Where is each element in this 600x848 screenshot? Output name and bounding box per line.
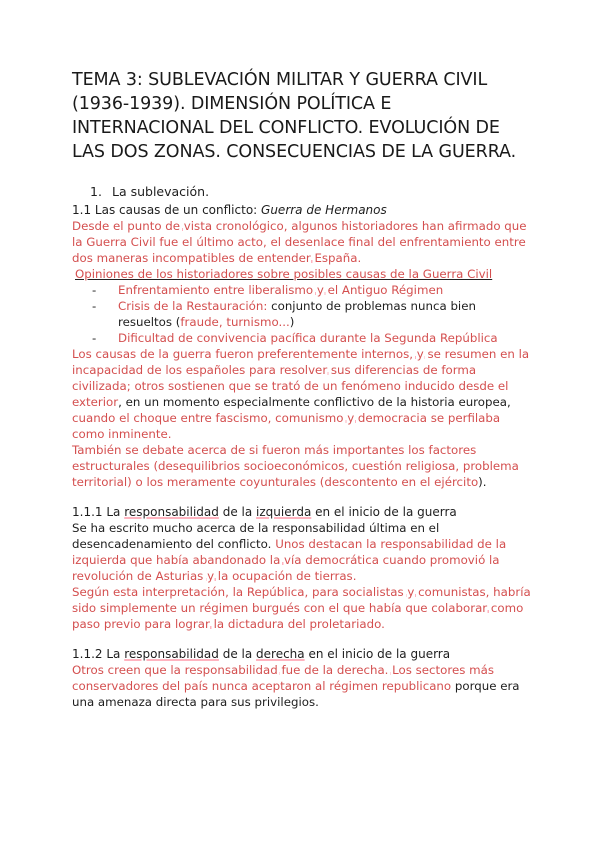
plain-text: Se ha escrito mucho acerca de la responsabilidad última en el desencadenamiento del conflicto. bbox=[72, 521, 440, 551]
spacer bbox=[72, 490, 532, 504]
heading-text: 1.1.1 La bbox=[72, 505, 125, 519]
red-text: También se debate acerca de si fueron más importantes los factores estructurales (desequilibrios socioeconómicos, cuestión religiosa, problema territorial) o los meramente coyunturales (descontento en el ejército bbox=[72, 443, 519, 489]
paragraph bbox=[72, 346, 532, 442]
underlined-text: izquierda bbox=[256, 505, 312, 519]
underlined-text: responsabilidad bbox=[124, 647, 219, 661]
document-page bbox=[72, 68, 532, 710]
subsection-heading-text: 1.1 Las causas de un conflicto: bbox=[72, 203, 258, 217]
heading-text: 1.1.2 La bbox=[72, 647, 125, 661]
heading-text: de la bbox=[218, 505, 257, 519]
highlighted-text: Según esta interpretación, la República, para socialistas y comunistas, habría sido simplemente un régimen burgués con el que había que colaborar como paso previo para lograr la dictadura del proletariado. bbox=[72, 585, 531, 631]
paragraph bbox=[72, 584, 532, 632]
highlighted-text: Los causas de la guerra fueron preferentemente internos, y se resumen en la incapacidad de los españoles para resolver sus diferencias de forma civilizada; otros sostienen que se trató de un fenómeno inducido desde el exterior bbox=[72, 347, 530, 409]
paragraph bbox=[72, 520, 532, 584]
highlighted-text: fraude, turnismo... bbox=[180, 315, 290, 329]
section-number: 1. bbox=[90, 184, 102, 199]
plain-text: , en un momento especialmente conflictivo de la historia europea, bbox=[118, 395, 511, 409]
section-heading-1 bbox=[90, 184, 532, 199]
heading-text: en el inicio de la guerra bbox=[304, 647, 451, 661]
subsection-heading-1-1-2 bbox=[72, 646, 532, 662]
causes-list bbox=[72, 282, 532, 346]
paragraph bbox=[72, 662, 532, 710]
underlined-text: responsabilidad bbox=[124, 505, 219, 519]
subsection-heading-1-1-1 bbox=[72, 504, 532, 520]
highlighted-text: cuando el choque entre fascismo, comunismo y democracia se perfilaba como inminente. bbox=[72, 411, 501, 441]
subsection-heading-italic: Guerra de Hermanos bbox=[261, 203, 387, 217]
highlighted-text: Unos destacan la responsabilidad de la izquierda que había abandonado la vía democrática cuando promovió la revolución de Asturias y la ocupación de tierras. bbox=[72, 537, 507, 583]
plain-text: ) bbox=[289, 315, 295, 329]
heading-text: de la bbox=[218, 647, 257, 661]
page-title: TEMA 3: SUBLEVACIÓN MILITAR Y GUERRA CIVIL (1936-1939). DIMENSIÓN POLÍTICA E INTERNACIONAL DEL CONFLICTO. EVOLUCIÓN DE LAS DOS ZONAS. CONSECUENCIAS DE LA GUERRA. bbox=[72, 70, 517, 162]
paragraph bbox=[72, 442, 532, 490]
plain-text: conjunto de problemas nunca bien resueltos ( bbox=[118, 299, 476, 329]
paragraph bbox=[72, 218, 532, 266]
highlighted-text: Otros creen que la responsabilidad fue de la derecha. Los sectores más conservadores del país nunca aceptaron al régimen republicano bbox=[72, 663, 494, 693]
highlighted-text: Desde el punto de vista cronológico, algunos historiadores han afirmado que la Guerra Civil fue el último acto, el desenlace final del enfrentamiento entre dos maneras incompatibles de entender España. bbox=[72, 219, 527, 265]
highlighted-text: Dificultad de convivencia pacífica durante la Segunda República bbox=[118, 331, 498, 345]
underlined-text: derecha bbox=[256, 647, 305, 661]
spacer bbox=[72, 632, 532, 646]
list-item bbox=[92, 330, 532, 346]
list-item bbox=[92, 298, 532, 330]
highlighted-text: Crisis de la Restauración: bbox=[118, 299, 268, 313]
plain-text: ). bbox=[478, 475, 487, 489]
list-item bbox=[92, 282, 532, 298]
opinions-heading bbox=[72, 266, 532, 282]
plain-text: porque era una amenaza directa para sus privilegios. bbox=[72, 679, 520, 709]
highlighted-text: Enfrentamiento entre liberalismo y el Antiguo Régimen bbox=[118, 283, 444, 297]
underlined-text: Opiniones de los historiadores sobre posibles causas de la Guerra Civil bbox=[75, 267, 493, 281]
subsection-heading-1-1 bbox=[72, 202, 532, 218]
heading-text: en el inicio de la guerra bbox=[311, 505, 457, 519]
section-label: La sublevación. bbox=[111, 184, 210, 199]
